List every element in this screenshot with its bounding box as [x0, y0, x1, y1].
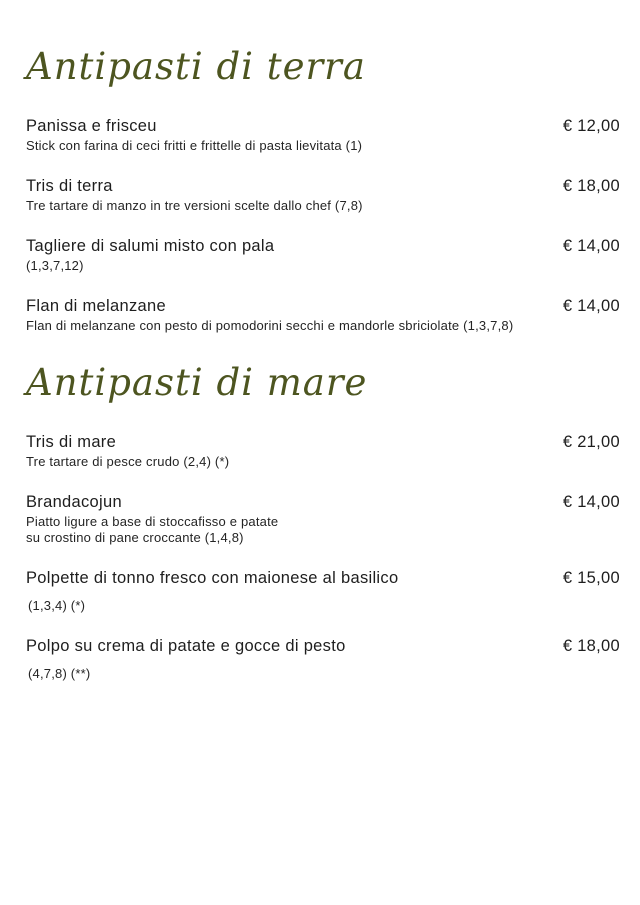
dish-price: € 14,00 — [562, 237, 620, 255]
dish-price: € 15,00 — [562, 569, 620, 587]
menu-item-panissa — [26, 116, 620, 154]
dish-description: Stick con farina di ceci fritti e frittelle di pasta lievitata (1) — [26, 138, 363, 153]
dish-description-line-1: Piatto ligure a base di stoccafisso e patate — [26, 514, 279, 529]
dish-description: Flan di melanzane con pesto di pomodorini secchi e mandorle sbriciolate (1,3,7,8) — [26, 318, 514, 333]
dish-name: Panissa e frisceu — [26, 117, 157, 135]
menu-item-flan-di-melanzane — [26, 296, 620, 334]
menu-section-antipasti-mare — [26, 360, 620, 682]
dish-name: Tagliere di salumi misto con pala — [26, 237, 275, 255]
dish-description: Tre tartare di manzo in tre versioni scelte dallo chef (7,8) — [26, 198, 363, 213]
dish-row — [26, 432, 620, 452]
dish-name: Polpo su crema di patate e gocce di pesto — [26, 637, 346, 655]
dish-price: € 18,00 — [562, 177, 620, 195]
dish-price: € 14,00 — [562, 493, 620, 511]
dish-allergens: (4,7,8) (**) — [28, 666, 91, 681]
dish-price: € 21,00 — [562, 433, 620, 451]
dish-name: Tris di mare — [26, 433, 117, 451]
dish-row — [26, 116, 620, 136]
dish-allergens: (1,3,7,12) — [26, 258, 84, 273]
dish-price: € 12,00 — [562, 117, 620, 135]
dish-name: Flan di melanzane — [26, 297, 166, 315]
dish-price: € 14,00 — [562, 297, 620, 315]
section-title-antipasti-mare: Antipasti di mare — [26, 361, 368, 404]
dish-description-line-2: su crostino di pane croccante (1,4,8) — [26, 530, 244, 545]
dish-price: € 18,00 — [562, 637, 620, 655]
dish-allergens: (1,3,4) (*) — [28, 598, 86, 613]
dish-row — [26, 568, 620, 588]
menu-item-brandacojun — [26, 492, 620, 546]
menu-item-tris-di-terra — [26, 176, 620, 214]
dish-row — [26, 296, 620, 316]
dish-row — [26, 492, 620, 512]
menu-page — [26, 44, 620, 682]
menu-item-polpette-di-tonno — [26, 568, 620, 614]
dish-row — [26, 236, 620, 256]
dish-name: Tris di terra — [26, 177, 113, 195]
menu-item-polpo — [26, 636, 620, 682]
dish-row — [26, 636, 620, 656]
section-title-antipasti-terra: Antipasti di terra — [26, 45, 366, 88]
dish-name: Polpette di tonno fresco con maionese al basilico — [26, 569, 399, 587]
dish-row — [26, 176, 620, 196]
menu-item-tagliere — [26, 236, 620, 274]
dish-name: Brandacojun — [26, 493, 122, 511]
menu-section-antipasti-terra — [26, 44, 620, 334]
dish-description: Tre tartare di pesce crudo (2,4) (*) — [26, 454, 230, 469]
menu-item-tris-di-mare — [26, 432, 620, 470]
